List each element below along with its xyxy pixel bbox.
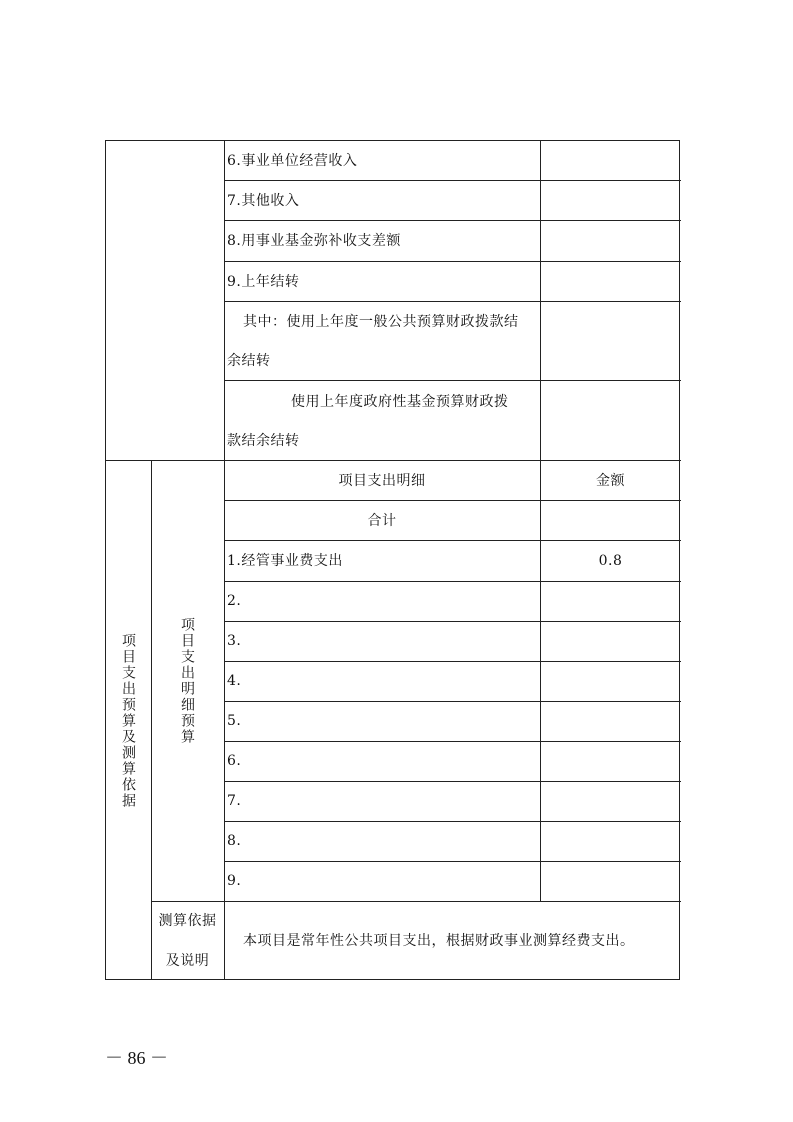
outer-section-label: 项目支出预算及测算依据 [120, 633, 136, 809]
detail-row-label: 2. [227, 593, 242, 609]
budget-table [105, 140, 680, 980]
row-divider [224, 500, 681, 501]
basis-text: 本项目是常年性公共项目支出，根据财政事业测算经费支出。 [243, 933, 635, 949]
detail-row-label: 7. [227, 793, 242, 809]
detail-row-label: 5. [227, 713, 242, 729]
col-divider [151, 460, 152, 980]
inner-section-label: 项目支出明细预算 [179, 617, 195, 745]
income-sub1-line1: 其中：使用上年度一般公共预算财政拨款结 [243, 314, 519, 330]
row-divider [224, 781, 681, 782]
basis-label-line1: 测算依据 [158, 913, 217, 929]
income-item-9: 9.上年结转 [227, 274, 300, 290]
detail-row-label: 4. [227, 673, 242, 689]
income-sub2-line2: 款结余结转 [227, 433, 300, 449]
row-divider [224, 540, 681, 541]
row-divider [224, 821, 681, 822]
section-divider [106, 460, 681, 461]
income-sub2-line1: 使用上年度政府性基金预算财政拨 [291, 394, 509, 410]
row-divider [224, 301, 681, 302]
detail-row-label: 6. [227, 753, 242, 769]
row-divider [224, 581, 681, 582]
total-label: 合计 [367, 513, 397, 529]
row-divider [224, 741, 681, 742]
detail-row-label: 1.经管事业费支出 [227, 553, 343, 569]
row-divider [151, 901, 681, 902]
col-divider [540, 141, 541, 901]
row-divider [224, 261, 681, 262]
row-divider [224, 180, 681, 181]
row-divider [224, 661, 681, 662]
col-divider [224, 141, 225, 980]
income-item-6: 6.事业单位经营收入 [227, 153, 358, 169]
row-divider [224, 701, 681, 702]
income-sub1-line2: 余结转 [227, 353, 271, 369]
detail-row-label: 9. [227, 873, 242, 889]
row-divider [224, 380, 681, 381]
header-detail: 项目支出明细 [338, 473, 426, 489]
detail-row-label: 3. [227, 633, 242, 649]
income-item-8: 8.用事业基金弥补收支差额 [227, 233, 401, 249]
income-item-7: 7.其他收入 [227, 193, 300, 209]
row-divider [224, 861, 681, 862]
header-amount: 金额 [596, 473, 625, 489]
row-divider [224, 621, 681, 622]
row-divider [224, 220, 681, 221]
page-number: － 86 － [105, 1048, 168, 1068]
detail-row-amount: 0.8 [598, 553, 623, 569]
basis-label-line2: 及说明 [165, 953, 210, 969]
detail-row-label: 8. [227, 833, 242, 849]
